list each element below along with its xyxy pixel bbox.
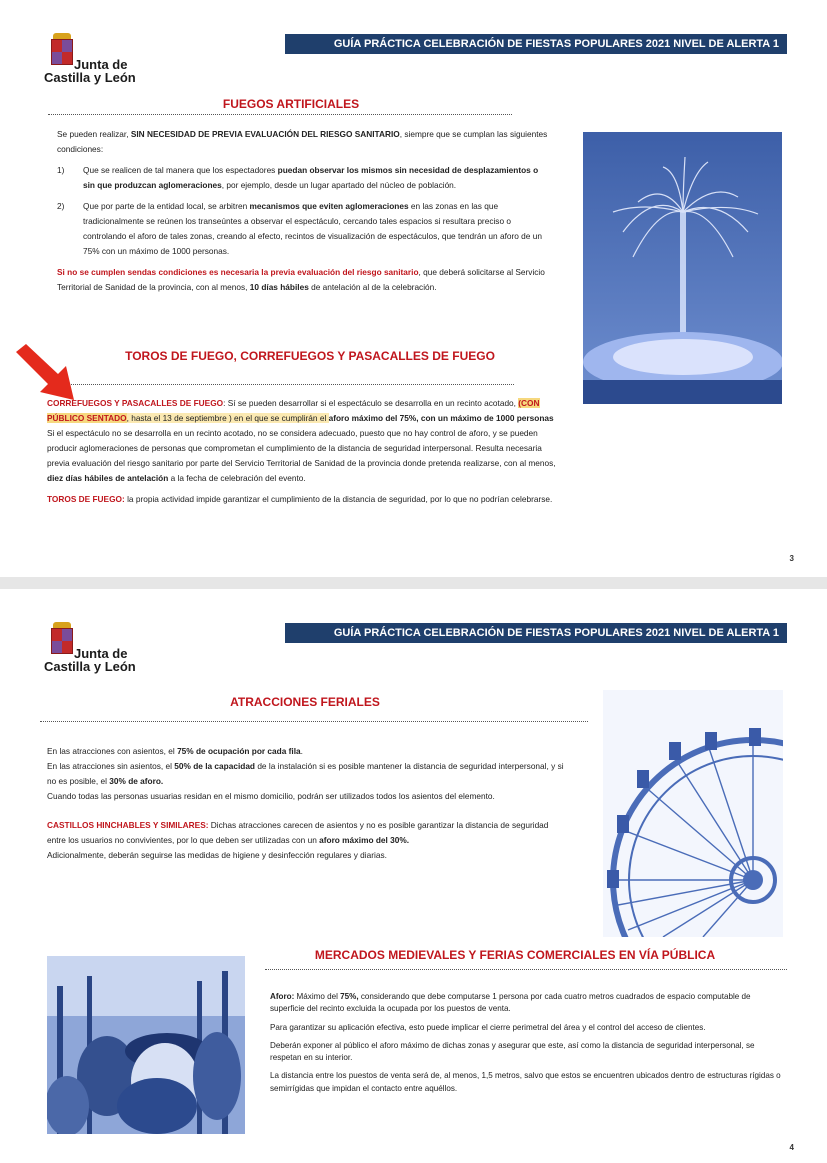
fuegos-item-1: 1) Que se realicen de tal manera que los espectadores puedan observar los mismos sin necesidad de desplazamientos o sin que produzcan aglomeraciones, por ejemplo, desde un lugar apartado del núcleo de población. [57,165,539,190]
section-divider [48,114,512,115]
ferris-wheel-image [603,690,783,937]
atracciones-line-2: En las atracciones sin asientos, el 50% de la capacidad de la instalación si es posible mantener la distancia de seguridad interpersonal, y si no es posible, el 30% de aforo. [47,761,564,786]
fireworks-image [583,132,782,404]
section-title-mercados: MERCADOS MEDIEVALES Y FERIAS COMERCIALES EN VÍA PÚBLICA [314,948,716,962]
toros-paragraph: TOROS DE FUEGO: la propia actividad impide garantizar el cumplimiento de la distancia de seguridad, por lo que no podrían celebrarse. [47,494,553,504]
junta-logo [44,36,154,90]
page-number: 3 [789,554,794,563]
atracciones-line-3: Cuando todas las personas usuarias residan en el mismo domicilio, podrán ser utilizados todos los asientos del elemento. [47,791,495,801]
page-number: 4 [789,1143,794,1152]
section-title-fuegos: FUEGOS ARTIFICIALES [222,97,360,111]
fireworks-photo [583,132,782,404]
logo-text [44,58,164,84]
logo-text [44,647,164,673]
junta-logo [44,625,154,679]
fuegos-item-2: 2) Que por parte de la entidad local, se arbitren mecanismos que eviten aglomeraciones en las zonas en las que tradicionalmente se reúnen los transeúntes a observar el espectáculo, cercando tales espacios si resultara preciso o controlando el aforo de tales zonas, creando al efecto, recintos de visualización de espectáculos, que tendrán un aforo de un 75% con un máximo de 1000 personas. [57,201,542,256]
logo-line-1: Junta de [74,57,128,72]
crown-icon [53,33,71,39]
section-divider [58,384,514,385]
logo-line-2: Castilla y León [44,659,136,674]
mercados-body [270,991,785,1095]
castillos-additional: Adicionalmente, deberán seguirse las medidas de higiene y desinfección regulares y diarias. [47,850,387,860]
mercados-paragraph-2: Para garantizar su aplicación efectiva, esto puede implicar el cierre perimetral del área y el control del acceso de clientes. [270,1022,706,1032]
ferris-wheel-photo [603,690,783,937]
header-bar: GUÍA PRÁCTICA CELEBRACIÓN DE FIESTAS POPULARES 2021 NIVEL DE ALERTA 1 [285,623,787,643]
fuegos-body [57,127,552,295]
section-divider [265,969,787,970]
red-arrow-icon [12,342,82,402]
atracciones-line-1: En las atracciones con asientos, el 75% de ocupación por cada fila. [47,746,303,756]
document-page-4 [0,589,827,1163]
mercados-aforo: Aforo: Máximo del 75%, considerando que debe computarse 1 persona por cada cuatro metros cuadrados de espacio computable de superficie del recinto excluida la ocupada por los puestos de venta. [270,992,751,1014]
atracciones-body [47,744,567,863]
logo-line-1: Junta de [74,646,128,661]
header-bar: GUÍA PRÁCTICA CELEBRACIÓN DE FIESTAS POPULARES 2021 NIVEL DE ALERTA 1 [285,34,787,54]
section-title-toros: TOROS DE FUEGO, CORREFUEGOS Y PASACALLES DE FUEGO [125,349,495,363]
toros-body [47,396,563,507]
mercados-paragraph-3: Deberán exponer al público el aforo máximo de dichas zonas y asegurar que este, así como la distancia de seguridad interpersonal, se respetan en su interior. [270,1040,755,1063]
fuegos-condition: Si no se cumplen sendas condiciones es necesaria la previa evaluación del riesgo sanitario, que deberá solicitarse al Servicio Territorial de Sanidad de la provincia, con al menos, 10 días hábiles de antelación al de la celebración. [57,267,545,292]
logo-line-2: Castilla y León [44,70,136,85]
correfuegos-paragraph: CORREFUEGOS Y PASACALLES DE FUEGO: Sí se pueden desarrollar si el espectáculo se desarrolla en un recinto acotado, (CON PÚBLICO SENTADO, hasta el 13 de septiembre ) en el que se cumplirán el aforo máximo del 75%, con un máximo de 1000 personas Si el espectáculo no se desarrolla en un recinto acotado, no se considera adecuado, puesto que no hay control de aforo, y se pueden producir aglomeraciones de personas que comprometan el cumplimiento de la distancia de seguridad interpersonal. Resulta necesaria previa evaluación del riesgo sanitario por parte del Servicio Territorial de Sanidad de la provincia donde pretenda realizarse, con al menos, diez días hábiles de antelación a la fecha de celebración del evento. [47,398,556,483]
mercados-paragraph-4: La distancia entre los puestos de venta será de, al menos, 1,5 metros, salvo que estos se encuentren ubicados dentro de estructuras rígidas o semirrígidas que impidan el contacto entre aquéllos. [270,1071,781,1093]
medieval-market-photo [47,956,245,1134]
section-title-atracciones: ATRACCIONES FERIALES [230,695,380,709]
document-page-3 [0,0,827,577]
medieval-market-image [47,956,245,1134]
section-divider [40,721,588,722]
fuegos-intro: Se pueden realizar, SIN NECESIDAD DE PREVIA EVALUACIÓN DEL RIESGO SANITARIO, siempre que se cumplan las siguientes condiciones: [57,129,548,154]
castillos-paragraph: CASTILLOS HINCHABLES Y SIMILARES: Dichas atracciones carecen de asientos y no es posible garantizar la distancia de seguridad entre los usuarios no convivientes, por lo que deben ser utilizadas con un aforo máximo del 30%. [47,820,549,845]
crown-icon [53,622,71,628]
